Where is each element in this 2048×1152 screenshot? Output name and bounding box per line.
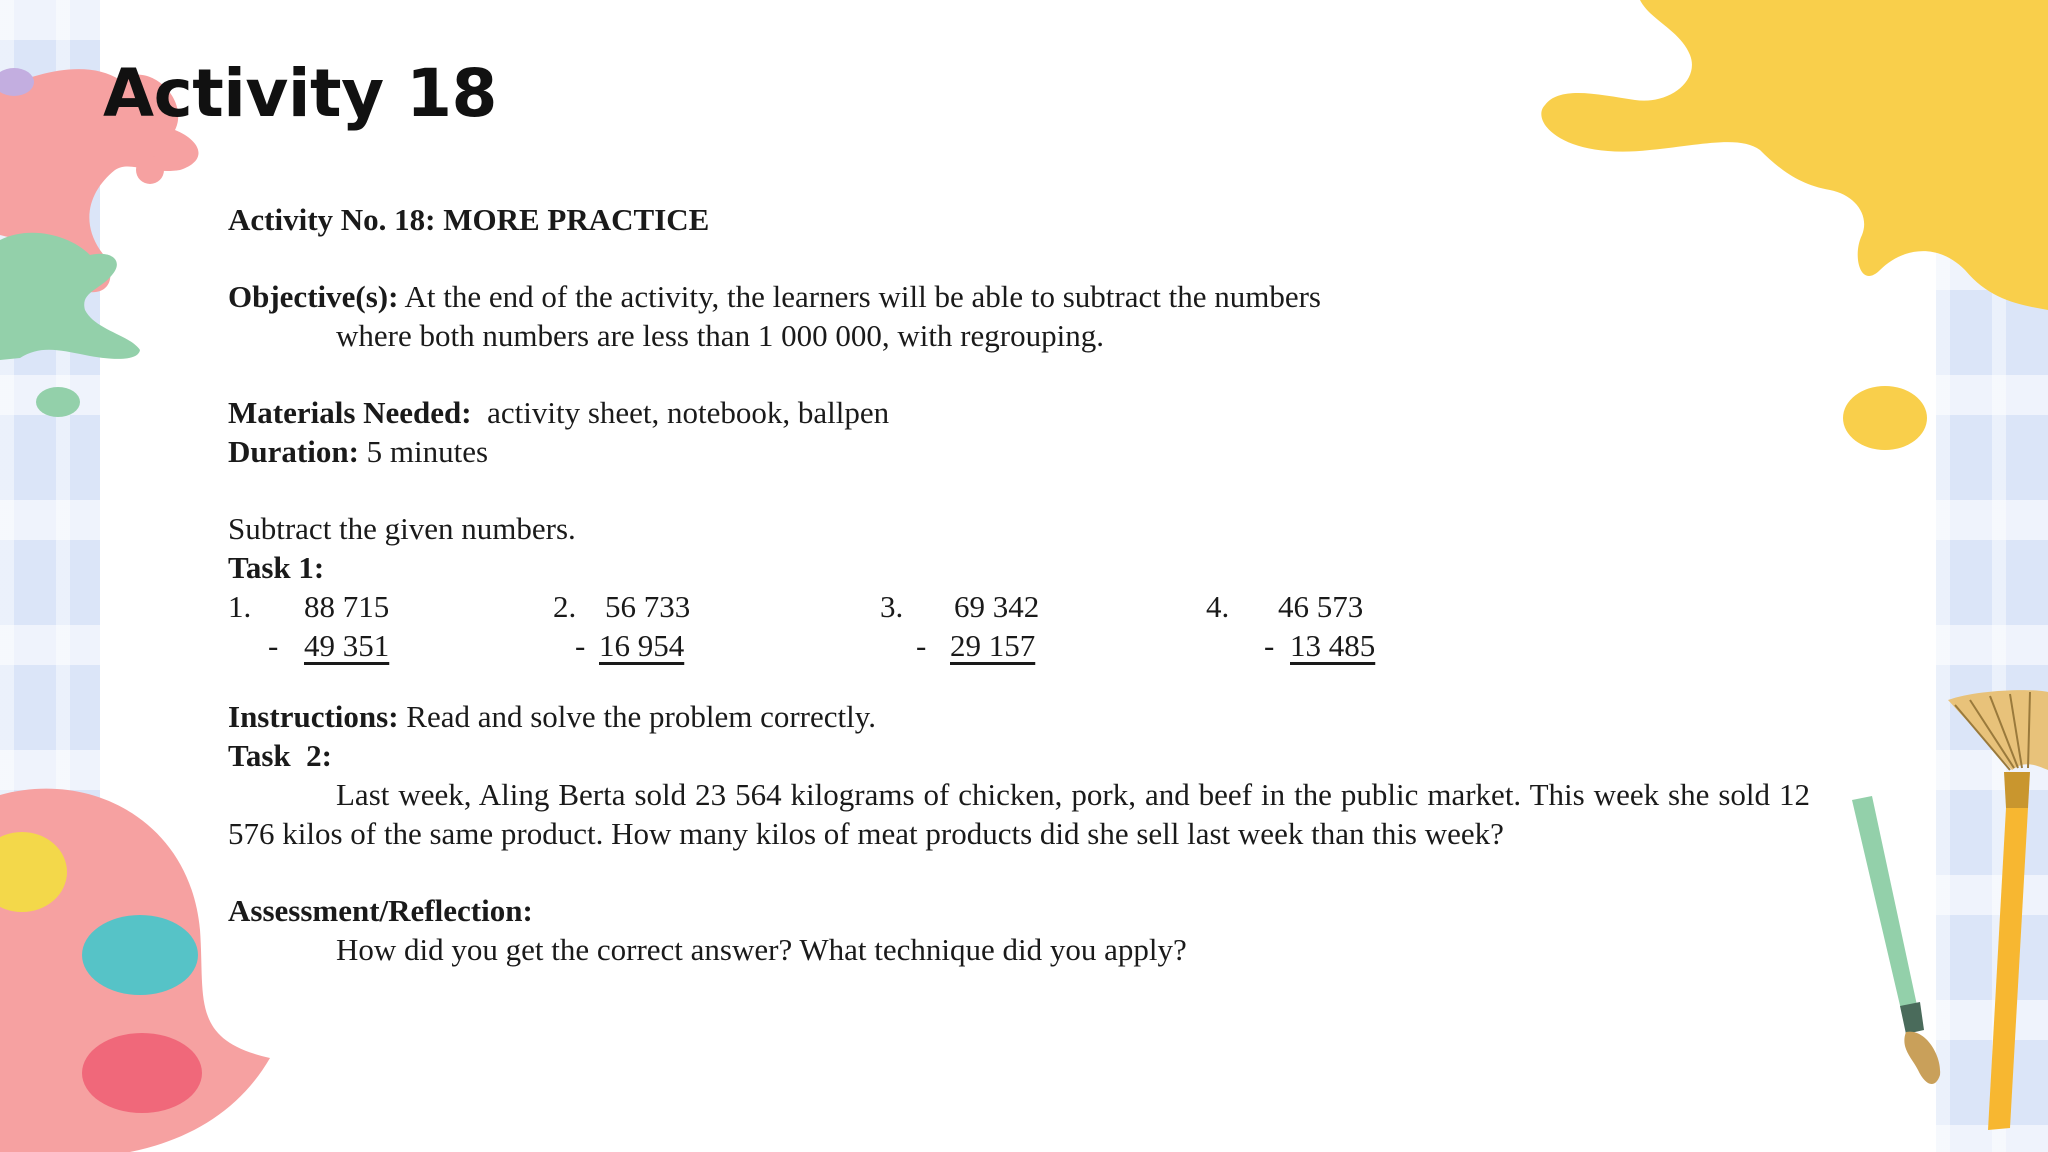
task2-problem-text: Last week, Aling Berta sold 23 564 kilograms of chicken, pork, and beef in the public market. This week she sold 12 576 kilos of the same product. How many kilos of meat products did she sell last week than this week? bbox=[228, 777, 1810, 851]
minus-sign: - bbox=[268, 628, 279, 663]
minuend: 88 715 bbox=[304, 589, 390, 624]
instructions-value: Read and solve the problem correctly. bbox=[406, 699, 876, 734]
task1-label: Task 1: bbox=[228, 550, 325, 585]
subtrahend: 16 954 bbox=[599, 628, 685, 663]
subtrahend: 29 157 bbox=[950, 628, 1036, 663]
problem-number: 3. bbox=[880, 589, 904, 624]
activity-heading: Activity No. 18: MORE PRACTICE bbox=[228, 202, 710, 237]
minus-sign: - bbox=[575, 628, 586, 663]
minus-sign: - bbox=[1264, 628, 1275, 663]
instructions-line bbox=[228, 697, 1810, 736]
materials-label: Materials Needed: bbox=[228, 395, 472, 430]
assessment-text: How did you get the correct answer? What technique did you apply? bbox=[336, 932, 1187, 967]
green-paint-splash bbox=[0, 233, 140, 417]
problem-4 bbox=[1206, 587, 1466, 665]
materials-line bbox=[228, 393, 1810, 432]
teal-paint-blob bbox=[82, 915, 198, 995]
objective-text-2: where both numbers are less than 1 000 000, with regrouping. bbox=[336, 318, 1104, 353]
objective-line-1 bbox=[228, 277, 1810, 316]
minuend: 56 733 bbox=[605, 589, 691, 624]
duration-value: 5 minutes bbox=[366, 434, 489, 469]
objective-text-1: At the end of the activity, the learners will be able to subtract the numbers bbox=[404, 279, 1321, 314]
materials-value: activity sheet, notebook, ballpen bbox=[487, 395, 890, 430]
activity-sheet bbox=[228, 200, 1810, 969]
subtrahend: 13 485 bbox=[1290, 628, 1376, 663]
duration-line bbox=[228, 432, 1810, 471]
problem-3 bbox=[880, 587, 1140, 665]
assessment-label: Assessment/Reflection: bbox=[228, 893, 533, 928]
subtrahend: 49 351 bbox=[304, 628, 390, 663]
problem-2 bbox=[553, 587, 813, 665]
objective-label: Objective(s): bbox=[228, 279, 399, 314]
yellow-fan-brush bbox=[1948, 690, 2048, 1130]
task2-label: Task 2: bbox=[228, 738, 332, 773]
problem-1 bbox=[228, 587, 488, 665]
coral-paint-blob bbox=[82, 1033, 202, 1113]
minuend: 69 342 bbox=[954, 589, 1040, 624]
instructions-label: Instructions: bbox=[228, 699, 399, 734]
problem-number: 2. bbox=[553, 589, 577, 624]
problem-number: 4. bbox=[1206, 589, 1230, 624]
problem-number: 1. bbox=[228, 589, 252, 624]
duration-label: Duration: bbox=[228, 434, 359, 469]
minus-sign: - bbox=[916, 628, 927, 663]
minuend: 46 573 bbox=[1278, 589, 1364, 624]
green-paintbrush bbox=[1852, 796, 1940, 1084]
task1-problems bbox=[228, 587, 1810, 667]
slide-title: Activity 18 bbox=[103, 55, 497, 132]
subtract-instruction: Subtract the given numbers. bbox=[228, 511, 576, 546]
